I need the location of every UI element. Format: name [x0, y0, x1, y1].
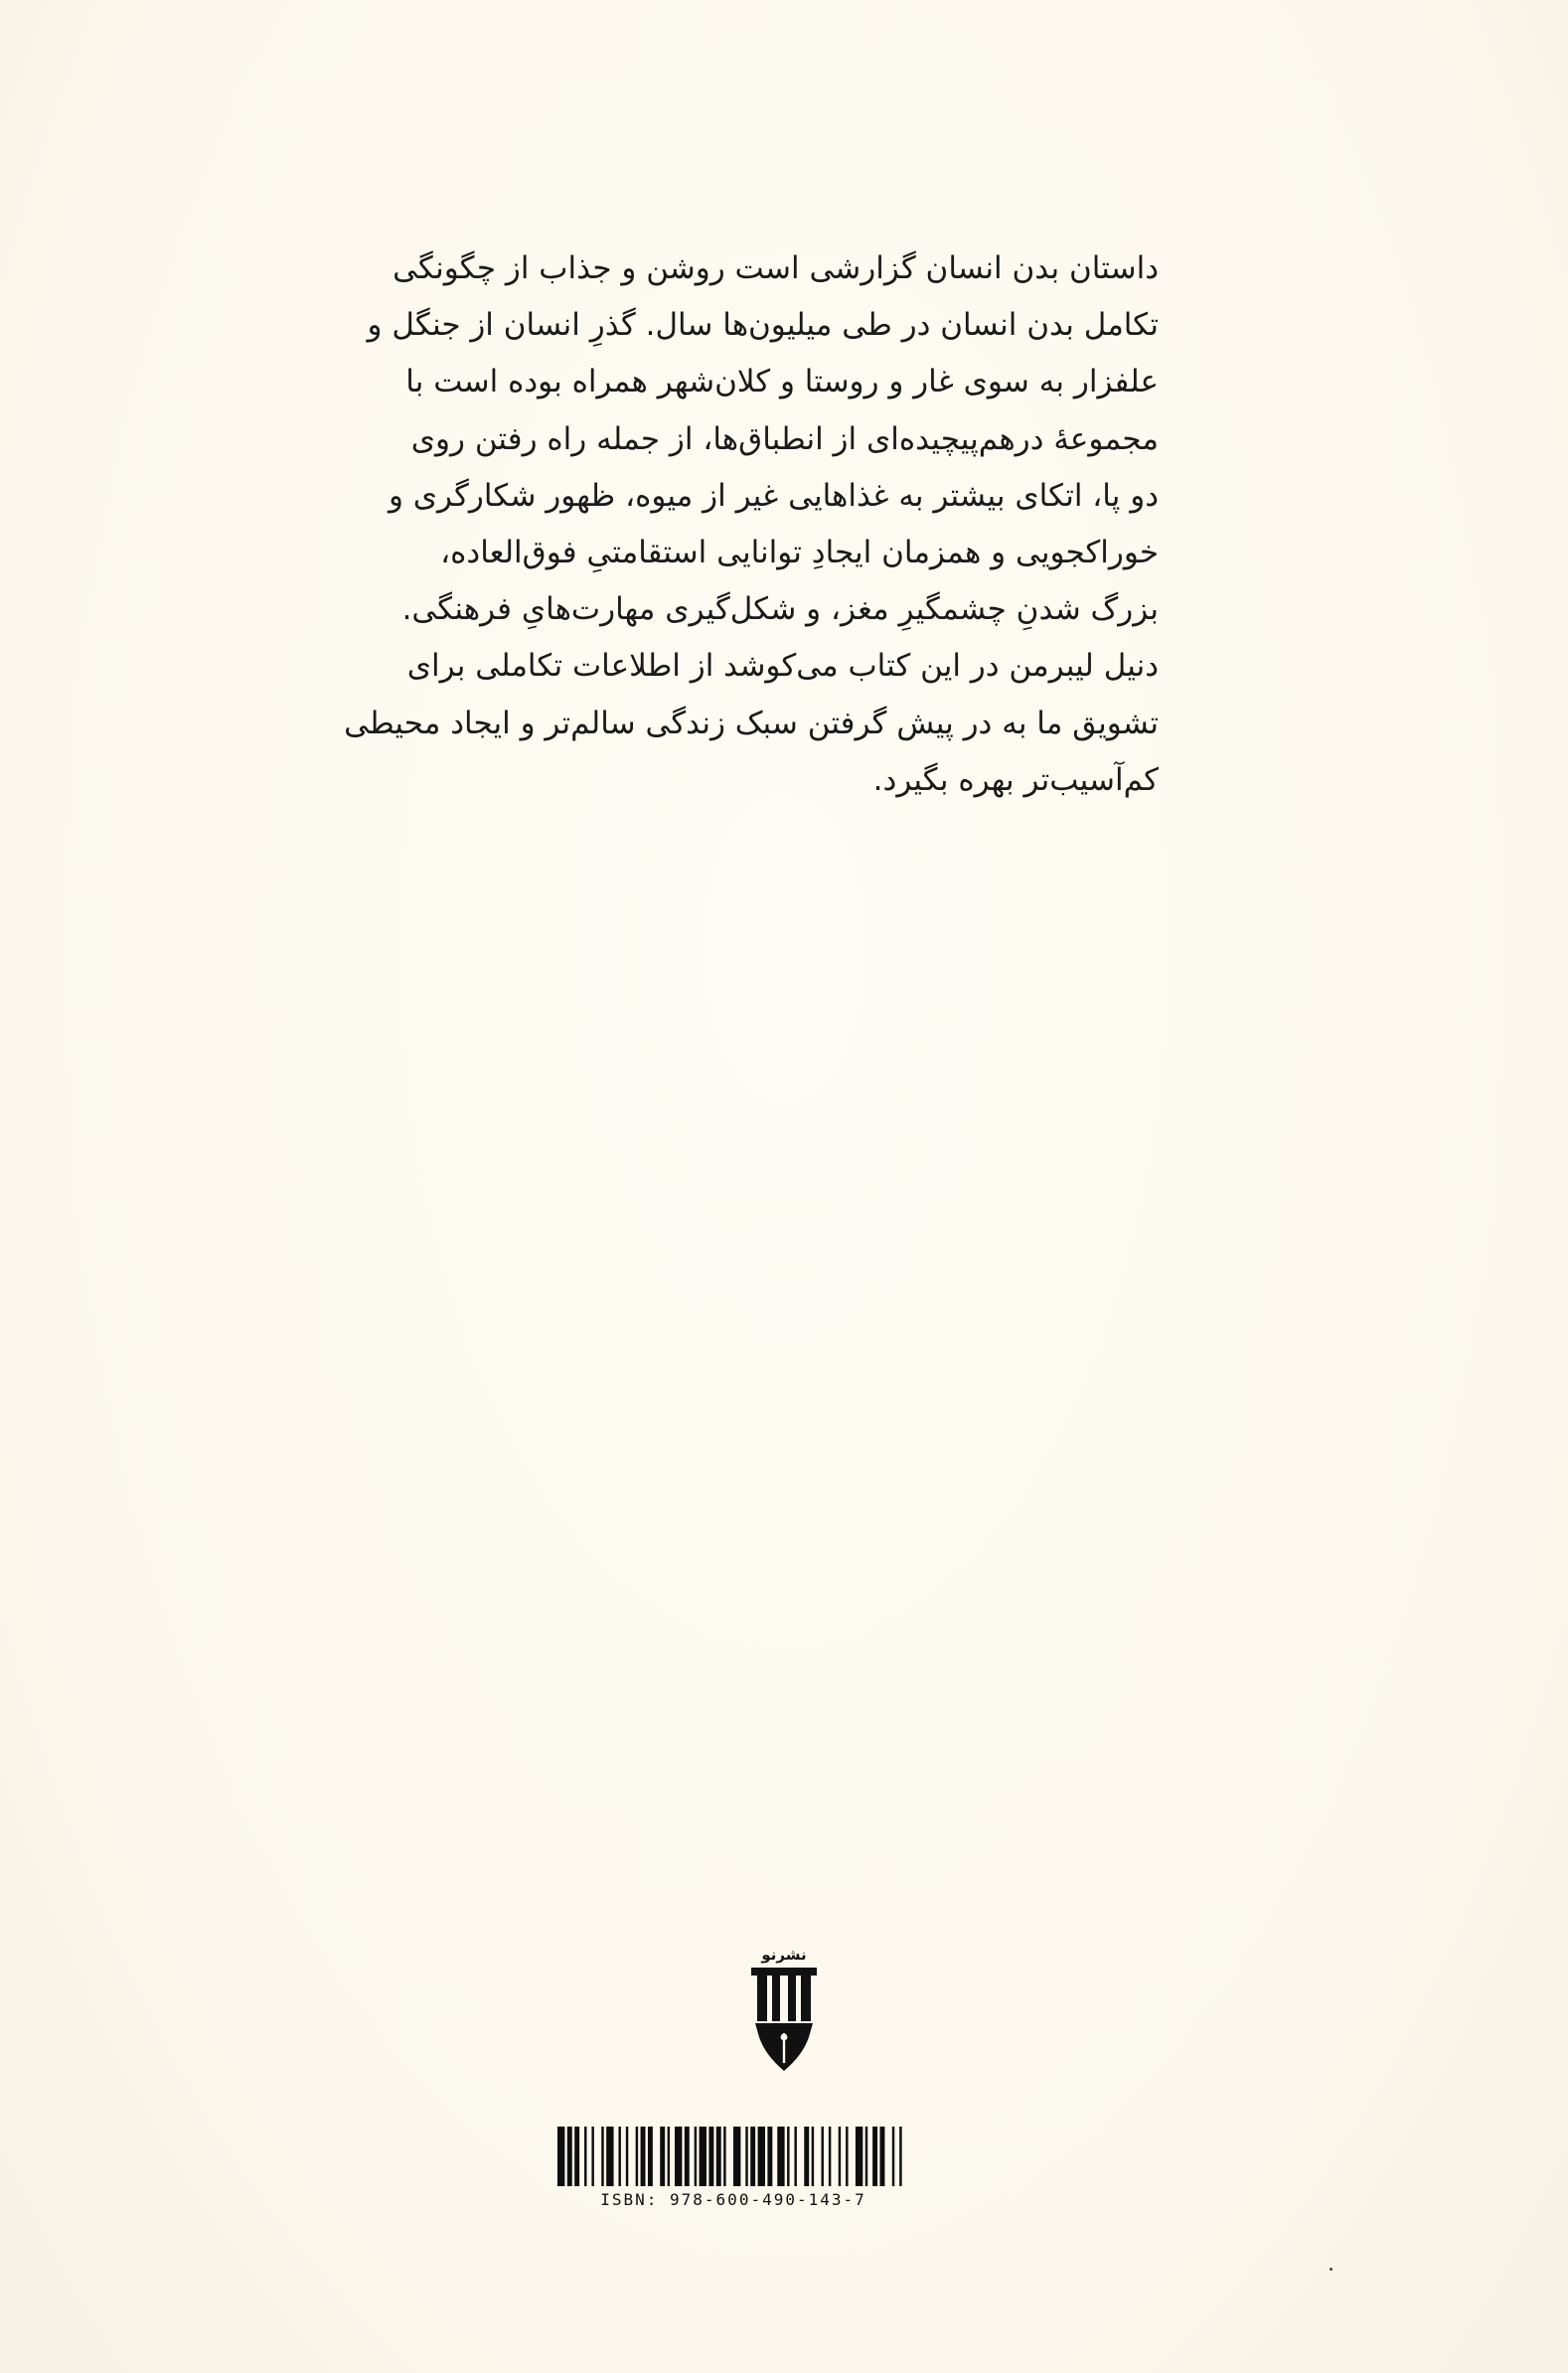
blurb-line: دنیل لیبرمن در این کتاب می‌کوشد از اطلاعات تکاملی برای [406, 648, 1159, 685]
barcode-bar [708, 2127, 713, 2186]
barcode-bar [567, 2127, 572, 2186]
barcode-bar [745, 2127, 747, 2186]
blurb-line: خوراکجویی و همزمان ایجادِ توانایی استقامتیِ فوق‌العاده، [440, 535, 1159, 571]
pen-nib-icon [747, 1946, 821, 2073]
back-cover-blurb [316, 240, 1159, 809]
barcode-bar [618, 2127, 620, 2186]
isbn-number: ISBN: 978-600-490-143-7 [600, 2190, 866, 2209]
barcode-bar [839, 2127, 841, 2186]
barcode-bar [846, 2127, 848, 2186]
barcode-bar [758, 2127, 765, 2186]
barcode-bar [812, 2127, 814, 2186]
barcode-bar [794, 2127, 796, 2186]
barcode-bar [716, 2127, 721, 2186]
barcode-bar [880, 2127, 885, 2186]
publisher-name: نشرنو [761, 1946, 807, 1964]
barcode-bar [865, 2127, 867, 2186]
blurb-line: علفزار به سوی غار و روستا و کلان‌شهر همراه بوده است با [405, 364, 1159, 400]
barcode-bar [668, 2127, 670, 2186]
print-speck [1330, 2268, 1333, 2271]
barcode-bar [626, 2127, 628, 2186]
barcode-area [548, 2103, 919, 2220]
barcode-bar [636, 2127, 638, 2186]
barcode-bar [723, 2127, 725, 2186]
barcode-bar [856, 2127, 862, 2186]
barcode-bar [892, 2127, 894, 2186]
blurb-line: دو پا، اتکای بیشتر به غذاهایی غیر از میوه، ظهور شکارگری و [388, 477, 1159, 514]
barcode-bar [574, 2127, 579, 2186]
barcode-bar [601, 2127, 603, 2186]
barcode-bar [641, 2127, 646, 2186]
barcode-bar [591, 2127, 593, 2186]
barcode-bar [584, 2127, 586, 2186]
barcode-bar [822, 2127, 824, 2186]
barcode-bar [606, 2127, 613, 2186]
blurb-line: بزرگ شدنِ چشمگیرِ مغز، و شکل‌گیری مهارت‌هایِ فرهنگی. [401, 591, 1159, 628]
barcode-bar [733, 2127, 740, 2186]
barcode-bar [660, 2127, 665, 2186]
barcode-bar [829, 2127, 831, 2186]
barcode-bar [695, 2127, 697, 2186]
barcode-bar [750, 2127, 755, 2186]
barcode-bar [899, 2127, 901, 2186]
barcode-bar [804, 2127, 809, 2186]
barcode [557, 2127, 909, 2186]
barcode-bar [767, 2127, 772, 2186]
barcode-bar [787, 2127, 789, 2186]
blurb-line: مجموعهٔ درهم‌پیچیده‌ای از انطباق‌ها، از جمله راه رفتن روی [410, 420, 1159, 457]
blurb-line: داستان بدن انسان گزارشی است روشن و جذاب از چگونگی [392, 250, 1159, 286]
blurb-line: تکامل بدن انسان در طی میلیون‌ها سال. گذرِ انسان از جنگل و [367, 307, 1159, 344]
barcode-bar [872, 2127, 877, 2186]
barcode-bar [700, 2127, 706, 2186]
barcode-bar [777, 2127, 784, 2186]
blurb-line: کم‌آسیب‌تر بهره بگیرد. [872, 761, 1159, 798]
blurb-line: تشویق ما به در پیش گرفتن سبک زندگی سالم‌تر و ایجاد محیطی [344, 705, 1159, 741]
barcode-bar [675, 2127, 682, 2186]
barcode-bar [648, 2127, 653, 2186]
barcode-bar [685, 2127, 690, 2186]
barcode-bar [557, 2127, 564, 2186]
